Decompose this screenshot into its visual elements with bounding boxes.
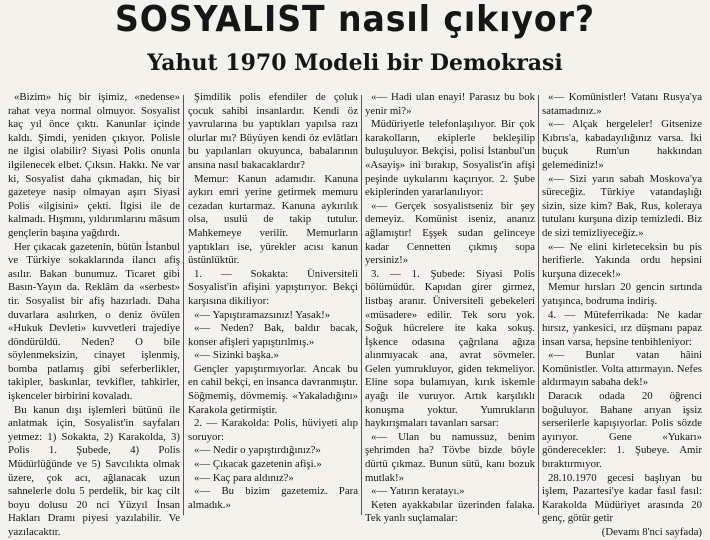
paragraph: Gençler yapıştırmıyorlar. Ancak bu en cahil bekçi, en insanca davranmıştır. Söğmemiş, dövmemiş. «Yakaladığını» Karakola getirmiştir. [188,362,358,416]
paragraph: «— Neden? Bak, baldır bacak, konser afişleri yapıştırılmış.» [188,322,358,348]
paragraph: «— Nedir o yapıştırdığınız?» [194,444,321,457]
paragraph: Her çıkacak gazetenin, bütün İstanbul ve Türkiye sokaklarında ilancı afiş asılır. Bakan bunumuz. Ticaret gibi Basın-Yayın da. Reklâm da «serbest» tir. Sosyalist bir afiş hazırladı. Daha duvarlara asılırken, o deniz övülen «Hukuk Devleti» kuvvetleri trajediye döndürüldü. Neden? O bile söylenmeksizin, cinayet işlenmiş, bomba patlamış gibi seferberlikler, takipler, baskınlar, tevkifler, tahkirler, işkenceler birbirini kovaladı. [8,240,180,403]
headline: SOSYALIST nasıl çıkıyor? [115,0,595,40]
subheadline: Yahut 1970 Modeli bir Demokrasi [147,50,563,76]
paragraph: 4. — Müteferrikada: Ne kadar hırsız, yankesici, ırz düşmanı papaz insan varsa, hepsine tenbihleniyor: [542,308,702,348]
paragraph: 28.10.1970 gecesi başlıyan bu işlem, Pazartesi'ye kadar fasıl fasıl: Karakolda Müdüriyet arasında 20 genç, götür getir [542,471,702,525]
paragraph: «— Kaç para aldınız?» [194,471,294,484]
paragraph: «— Yapıştıramazsınız! Yasak!» [194,308,331,321]
paragraph: «— Bu bizim gazetemiz. Para almadık.» [188,485,358,511]
paragraph: «Bizim» hiç bir işimiz, «nedense» rahat veya normal olmuyor. Sosyalist kaç yıl önce çıktı. Kanunlar içinde kaldı. Şimdi, yeniden çıkıyor. Polisle ne ilgisi olabilir? Siyasi Polis onunla ilgilenecek elbet. Çıksın. Hakkı. Ne var ki, Sosyalist daha çıkmadan, hiç bir gazeteye nasip olmayan aşırı Siyasi Polis «ilgisini» çekti. İlgisi ile de kalmadı. Hışmını, yıldırımlarını mâsum gençlerin başına yağdırdı. [8,91,180,239]
paragraph: 3. — 1. Şubede: Siyasi Polis bölümüdür. Kapıdan girer girmez, listbaş aranır. Üniversiteli gebekeleri «müsadere» edilir. Tek soru yok. Soğuk hücrelere ite kaka sokuş. İşkence odasına çağrılana ağıza alınmıyacak ana, avrat sövmeler. Gelen yumrukluyor, giden tekmeliyor. Eline sopa bulamıyan, kırık iskemle ayağı ile vuruyor. Artık karşılıklı konuşma yoktur. Yumrukların haykırışmaları tavanları sarsar: [365,267,535,430]
paragraph: «— Gerçek sosyalistseniz bir şey demeyiz. Komünist iseniz, ananız ağlamıştır! Eşşek sudan gelinceye kadar Cennetten çıkmış sopa yersiniz!» [365,199,535,267]
paragraph: Bu kanun dışı işlemleri bütünü ile anlatmak için, Sosyalist'in sayfaları yetmez: 1) Sokakta, 2) Karakolda, 3) Polis 1. Şubede, 4) Polis Müdürlüğünde ve 5) Savcılıkta olmak üzere, çok acı, ağlanacak uzun sahnelerle dolu 5 perdelik, bir kaç cilt boyu dolusu 20 nci Yüzyıl İnsan Hakları Dramı piyesi yazılabilir. Ve yazılacaktır. [8,403,180,538]
paragraph: «— Komünistler! Vatanı Rusya'ya satamadınız.» [542,91,702,117]
paragraph: «— Yatırın keratayı.» [371,485,465,498]
column-divider [538,95,539,515]
article-column-3 [365,91,535,525]
paragraph: Memur: Kanun adamıdır. Kanuna aykırı emri yerine getirmek memuru cezadan kurtarmaz. Kanuna aykırılık olsa, usulü de takip tutulur. Mahkemeye verilir. Memurların yaptıkları ise, yürekler acısı kanun üstünlüktür. [188,172,358,267]
paragraph: «— Sizinki başka.» [194,349,279,362]
paragraph: «— Çıkacak gazetenin afişi.» [194,458,322,471]
continuation-note: (Devamı 8'nci sayfada) [601,526,702,538]
paragraph: Daracık odada 20 öğrenci boğuluyor. Bahane arıyan işsiz serserilerle kapışıyorlar. Polis sözde ayırıyor. Gene «Yukarı» gönderecekler: 1. Şubeye. Amir bıraktırmıyor. [542,390,702,471]
paragraph: «— Hadi ulan enayi! Parasız bu bok yenir mi?» [365,91,535,117]
paragraph: «— Sizi yarın sabah Moskova'ya süreceğiz. Türkiye vatandaşlığı sizin, size kim? Bak, Rus, koleraya tutulanı kurşuna dizip temizledi. Biz de sizi temizliyeceğiz.» [542,172,702,239]
article-column-4 [542,91,702,538]
paragraph: «— Ne elini kirleteceksin bu pis herifierle. Yakında ordu hepsini kurşuna dizecek!» [542,240,702,280]
column-divider [183,95,184,515]
paragraph: «— Alçak hergeleler! Gitsenize Kıbrıs'a, kabadayılığınız varsa. İki buçuk Rum'un hakkından gelemediniz!» [542,118,702,171]
column-divider [361,95,362,515]
article-column-2 [188,91,358,519]
paragraph: «— Ulan bu namussuz, benim şehrimden ha? Tövbe bizde böyle dürtü çıkmaz. Bunun sütü, kanı bozuk mutlak!» [365,430,535,484]
article-column-1 [8,91,180,538]
paragraph: Müdüriyetle telefonlaşılıyor. Bir çok karakolların, ekiplerle bekleşilip buluşuluyor. Bekçisi, polisi İstanbul'un «Asayiş» ini bırakıp, Sosyalist'in afişi peşinde uykularını kaçırıyor. 2. Şube ekiplerinden yararlanılıyor: [365,118,535,199]
paragraph: 2. — Karakolda: Polis, hüviyeti alıp soruyor: [188,417,358,443]
paragraph: Keten ayakkabılar üzerinden falaka. Tek yanlı suçlamalar: [365,498,535,525]
paragraph: «— Bunlar vatan hâini Komünistler. Volta attırmayın. Nefes aldırmayın sabaha dek!» [542,349,702,389]
paragraph: 1. — Sokakta: Üniversiteli Sosyalist'in afişini yapıştırıyor. Bekçi karşısına dikiliyor: [188,267,358,307]
paragraph: Memur hırsları 20 gencin sırtında yatışınca, bodruma indiriş. [542,281,702,307]
paragraph: Şimdilik polis efendiler de çoluk çocuk sahibi insanlardır. Kendi öz yavrularına bu yaptıkları yapılsa razı olurlar mı? Büyüyen kendi öz evlâtları bu yapılanları okuyunca, babalarının ansına nasıl bakacaklardır? [188,91,358,171]
